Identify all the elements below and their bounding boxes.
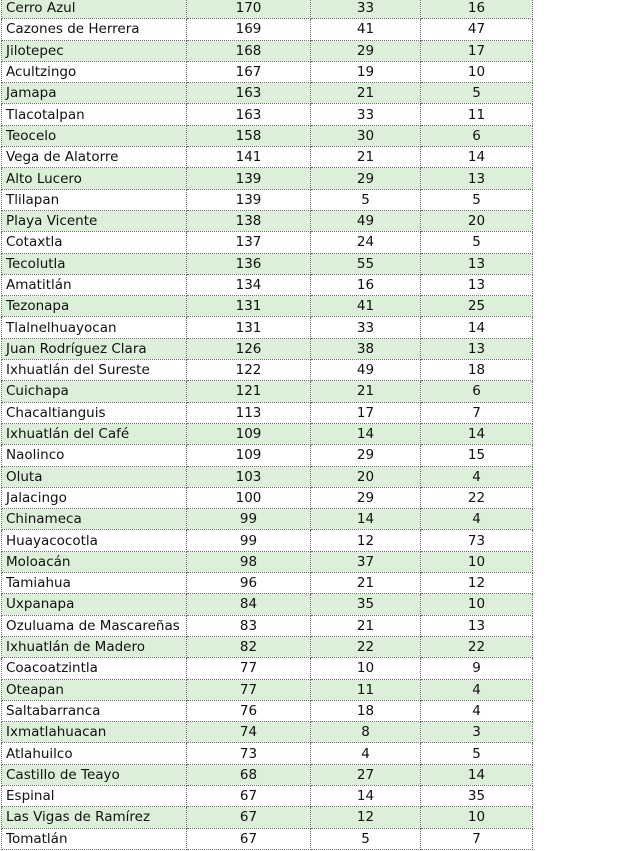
- value-b-cell: 21: [311, 381, 421, 402]
- value-c-cell: 17: [421, 40, 533, 61]
- value-a-cell: 67: [187, 785, 311, 806]
- table-row: [2, 125, 533, 146]
- municipality-cell: Chinameca: [2, 509, 187, 530]
- municipality-cell: Atlahuilco: [2, 743, 187, 764]
- value-b-cell: 22: [311, 636, 421, 657]
- municipality-cell: Naolinco: [2, 445, 187, 466]
- value-b-cell: 49: [311, 360, 421, 381]
- table-row: [2, 487, 533, 508]
- value-b-cell: 29: [311, 445, 421, 466]
- value-b-cell: 21: [311, 615, 421, 636]
- municipality-cell: Oluta: [2, 466, 187, 487]
- value-c-cell: 10: [421, 594, 533, 615]
- municipality-cell: Jilotepec: [2, 40, 187, 61]
- value-a-cell: 100: [187, 487, 311, 508]
- value-b-cell: 21: [311, 573, 421, 594]
- value-c-cell: 5: [421, 232, 533, 253]
- table-row: [2, 573, 533, 594]
- municipality-cell: Tlalnelhuayocan: [2, 317, 187, 338]
- value-c-cell: 13: [421, 168, 533, 189]
- value-b-cell: 33: [311, 0, 421, 19]
- value-a-cell: 109: [187, 445, 311, 466]
- table-row: [2, 466, 533, 487]
- value-b-cell: 12: [311, 807, 421, 828]
- municipality-cell: Amatitlán: [2, 274, 187, 295]
- value-b-cell: 30: [311, 125, 421, 146]
- value-a-cell: 131: [187, 317, 311, 338]
- value-c-cell: 14: [421, 317, 533, 338]
- municipality-cell: Coacoatzintla: [2, 658, 187, 679]
- value-b-cell: 14: [311, 509, 421, 530]
- value-b-cell: 18: [311, 700, 421, 721]
- table-row: [2, 40, 533, 61]
- municipality-cell: Chacaltianguis: [2, 402, 187, 423]
- value-b-cell: 19: [311, 61, 421, 82]
- value-c-cell: 10: [421, 551, 533, 572]
- value-b-cell: 20: [311, 466, 421, 487]
- value-a-cell: 68: [187, 764, 311, 785]
- municipality-table: [1, 0, 533, 850]
- value-a-cell: 138: [187, 210, 311, 231]
- table-row: [2, 360, 533, 381]
- value-b-cell: 21: [311, 147, 421, 168]
- value-b-cell: 37: [311, 551, 421, 572]
- value-a-cell: 167: [187, 61, 311, 82]
- municipality-cell: Jalacingo: [2, 487, 187, 508]
- table-row: [2, 530, 533, 551]
- municipality-cell: Ixhuatlán del Café: [2, 423, 187, 444]
- value-a-cell: 158: [187, 125, 311, 146]
- municipality-cell: Ixhuatlán del Sureste: [2, 360, 187, 381]
- value-a-cell: 77: [187, 679, 311, 700]
- value-c-cell: 35: [421, 785, 533, 806]
- value-a-cell: 122: [187, 360, 311, 381]
- value-c-cell: 3: [421, 722, 533, 743]
- table-row: [2, 743, 533, 764]
- table-row: [2, 551, 533, 572]
- municipality-cell: Vega de Alatorre: [2, 147, 187, 168]
- value-b-cell: 8: [311, 722, 421, 743]
- municipality-cell: Oteapan: [2, 679, 187, 700]
- value-c-cell: 5: [421, 189, 533, 210]
- value-b-cell: 14: [311, 785, 421, 806]
- value-a-cell: 76: [187, 700, 311, 721]
- municipality-cell: Cazones de Herrera: [2, 19, 187, 40]
- municipality-cell: Ozuluama de Mascareñas: [2, 615, 187, 636]
- municipality-cell: Las Vigas de Ramírez: [2, 807, 187, 828]
- municipality-cell: Tlacotalpan: [2, 104, 187, 125]
- table-row: [2, 296, 533, 317]
- value-c-cell: 6: [421, 381, 533, 402]
- municipality-cell: Acultzingo: [2, 61, 187, 82]
- value-b-cell: 41: [311, 296, 421, 317]
- municipality-cell: Espinal: [2, 785, 187, 806]
- value-c-cell: 10: [421, 807, 533, 828]
- value-c-cell: 14: [421, 147, 533, 168]
- municipality-cell: Jamapa: [2, 83, 187, 104]
- value-c-cell: 73: [421, 530, 533, 551]
- value-b-cell: 24: [311, 232, 421, 253]
- table-row: [2, 317, 533, 338]
- value-a-cell: 126: [187, 338, 311, 359]
- municipality-cell: Castillo de Teayo: [2, 764, 187, 785]
- value-c-cell: 7: [421, 402, 533, 423]
- table-row: [2, 274, 533, 295]
- value-a-cell: 82: [187, 636, 311, 657]
- value-a-cell: 99: [187, 530, 311, 551]
- value-c-cell: 14: [421, 764, 533, 785]
- value-b-cell: 29: [311, 487, 421, 508]
- value-a-cell: 134: [187, 274, 311, 295]
- table-row: [2, 83, 533, 104]
- value-a-cell: 99: [187, 509, 311, 530]
- municipality-cell: Cotaxtla: [2, 232, 187, 253]
- value-c-cell: 13: [421, 338, 533, 359]
- value-b-cell: 38: [311, 338, 421, 359]
- table-row: [2, 679, 533, 700]
- value-c-cell: 5: [421, 743, 533, 764]
- municipality-cell: Tlilapan: [2, 189, 187, 210]
- value-c-cell: 22: [421, 636, 533, 657]
- value-b-cell: 17: [311, 402, 421, 423]
- value-c-cell: 14: [421, 423, 533, 444]
- value-a-cell: 169: [187, 19, 311, 40]
- value-b-cell: 12: [311, 530, 421, 551]
- municipality-cell: Tezonapa: [2, 296, 187, 317]
- value-b-cell: 11: [311, 679, 421, 700]
- value-a-cell: 170: [187, 0, 311, 19]
- municipality-cell: Tomatlán: [2, 828, 187, 849]
- value-a-cell: 98: [187, 551, 311, 572]
- value-b-cell: 55: [311, 253, 421, 274]
- municipality-cell: Saltabarranca: [2, 700, 187, 721]
- municipality-cell: Alto Lucero: [2, 168, 187, 189]
- value-b-cell: 27: [311, 764, 421, 785]
- value-b-cell: 35: [311, 594, 421, 615]
- table-row: [2, 700, 533, 721]
- table-row: [2, 147, 533, 168]
- table-row: [2, 636, 533, 657]
- value-a-cell: 67: [187, 828, 311, 849]
- table-body: [2, 0, 533, 849]
- value-c-cell: 4: [421, 700, 533, 721]
- value-a-cell: 67: [187, 807, 311, 828]
- municipality-cell: Playa Vicente: [2, 210, 187, 231]
- value-c-cell: 4: [421, 679, 533, 700]
- municipality-cell: Huayacocotla: [2, 530, 187, 551]
- table-row: [2, 0, 533, 19]
- table-row: [2, 168, 533, 189]
- value-c-cell: 16: [421, 0, 533, 19]
- municipality-cell: Juan Rodríguez Clara: [2, 338, 187, 359]
- value-a-cell: 83: [187, 615, 311, 636]
- value-b-cell: 5: [311, 189, 421, 210]
- table-row: [2, 253, 533, 274]
- value-a-cell: 137: [187, 232, 311, 253]
- value-b-cell: 10: [311, 658, 421, 679]
- value-b-cell: 29: [311, 168, 421, 189]
- table-row: [2, 423, 533, 444]
- table-row: [2, 594, 533, 615]
- value-c-cell: 20: [421, 210, 533, 231]
- municipality-cell: Cuichapa: [2, 381, 187, 402]
- value-b-cell: 33: [311, 104, 421, 125]
- value-a-cell: 73: [187, 743, 311, 764]
- table-row: [2, 381, 533, 402]
- value-b-cell: 14: [311, 423, 421, 444]
- value-a-cell: 163: [187, 104, 311, 125]
- value-c-cell: 47: [421, 19, 533, 40]
- value-b-cell: 49: [311, 210, 421, 231]
- value-c-cell: 5: [421, 83, 533, 104]
- value-a-cell: 131: [187, 296, 311, 317]
- table-row: [2, 615, 533, 636]
- value-b-cell: 4: [311, 743, 421, 764]
- table-row: [2, 445, 533, 466]
- value-c-cell: 13: [421, 274, 533, 295]
- value-c-cell: 9: [421, 658, 533, 679]
- table-row: [2, 402, 533, 423]
- municipality-cell: Uxpanapa: [2, 594, 187, 615]
- value-c-cell: 15: [421, 445, 533, 466]
- table-row: [2, 807, 533, 828]
- value-b-cell: 33: [311, 317, 421, 338]
- municipality-cell: Teocelo: [2, 125, 187, 146]
- value-a-cell: 163: [187, 83, 311, 104]
- value-a-cell: 168: [187, 40, 311, 61]
- value-c-cell: 25: [421, 296, 533, 317]
- value-c-cell: 6: [421, 125, 533, 146]
- municipality-cell: Ixhuatlán de Madero: [2, 636, 187, 657]
- municipality-cell: Ixmatlahuacan: [2, 722, 187, 743]
- value-c-cell: 13: [421, 615, 533, 636]
- value-a-cell: 121: [187, 381, 311, 402]
- value-c-cell: 7: [421, 828, 533, 849]
- value-c-cell: 13: [421, 253, 533, 274]
- value-a-cell: 113: [187, 402, 311, 423]
- table-row: [2, 61, 533, 82]
- data-table-container: [1, 0, 532, 850]
- table-row: [2, 338, 533, 359]
- table-row: [2, 658, 533, 679]
- municipality-cell: Tamiahua: [2, 573, 187, 594]
- table-row: [2, 509, 533, 530]
- value-a-cell: 103: [187, 466, 311, 487]
- value-a-cell: 139: [187, 189, 311, 210]
- value-a-cell: 136: [187, 253, 311, 274]
- table-row: [2, 785, 533, 806]
- value-a-cell: 109: [187, 423, 311, 444]
- table-row: [2, 828, 533, 849]
- municipality-cell: Cerro Azul: [2, 0, 187, 19]
- value-a-cell: 96: [187, 573, 311, 594]
- value-c-cell: 22: [421, 487, 533, 508]
- value-c-cell: 18: [421, 360, 533, 381]
- table-row: [2, 722, 533, 743]
- value-c-cell: 11: [421, 104, 533, 125]
- table-row: [2, 764, 533, 785]
- value-c-cell: 12: [421, 573, 533, 594]
- value-a-cell: 74: [187, 722, 311, 743]
- table-row: [2, 210, 533, 231]
- table-row: [2, 104, 533, 125]
- value-b-cell: 16: [311, 274, 421, 295]
- value-a-cell: 139: [187, 168, 311, 189]
- value-b-cell: 5: [311, 828, 421, 849]
- value-c-cell: 4: [421, 509, 533, 530]
- value-a-cell: 84: [187, 594, 311, 615]
- table-row: [2, 19, 533, 40]
- value-a-cell: 141: [187, 147, 311, 168]
- value-c-cell: 4: [421, 466, 533, 487]
- value-a-cell: 77: [187, 658, 311, 679]
- municipality-cell: Tecolutla: [2, 253, 187, 274]
- value-b-cell: 41: [311, 19, 421, 40]
- table-row: [2, 189, 533, 210]
- value-c-cell: 10: [421, 61, 533, 82]
- value-b-cell: 29: [311, 40, 421, 61]
- table-row: [2, 232, 533, 253]
- value-b-cell: 21: [311, 83, 421, 104]
- municipality-cell: Moloacán: [2, 551, 187, 572]
